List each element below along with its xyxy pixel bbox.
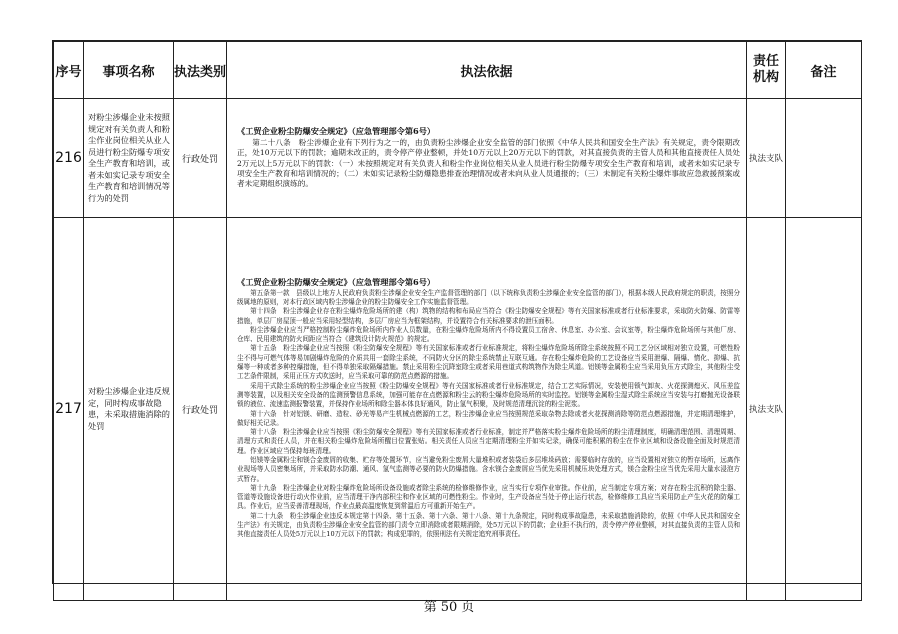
basis-paragraph: 第五条第一款 县级以上地方人民政府负责粉尘涉爆企业安全生产监督管理的部门（以下统称负责粉尘涉爆企业安全监管的部门），根据本级人民政府规定的职责，按照分级属地的原则，对本行政区域内粉尘涉爆企业的粉尘防爆安全工作实施监督管理。	[237, 288, 740, 306]
row-basis	[227, 99, 747, 218]
header-org-line2: 机构	[752, 70, 779, 85]
page-value: 50	[440, 600, 458, 615]
row-category: 行政处罚	[174, 218, 227, 601]
regulation-title: 《工贸企业粉尘防爆安全规定》（应急管理部令第6号）	[237, 126, 436, 137]
header-note: 备注	[786, 42, 862, 99]
row-basis	[227, 218, 747, 601]
table-header-row	[54, 42, 862, 99]
row-note	[786, 218, 862, 601]
header-category: 执法类别	[174, 42, 227, 99]
basis-paragraph: 第十六条 针对铝镁、研磨、造粒、砂光等易产生机械点燃源的工艺，粉尘涉爆企业应当按照规范采取杂物去除或者火花探测消除等防范点燃源措施，并定期清理维护，做好相关记录。	[237, 409, 740, 427]
header-org	[747, 42, 786, 99]
table-row	[54, 99, 862, 218]
basis-paragraph: 铝镁等金属粉尘和镁合金废屑的收集、贮存等处置环节，应当避免粉尘废屑大量堆积或者装袋后多层堆垛码放；需要临时存放的，应当设置相对独立的暂存场所，远离作业现场等人员密集场所，并采取防水防潮、通风、氢气监测等必要的防火防爆措施。含水镁合金废屑应当优先采用机械压块处理方式，镁合金粉尘应当优先采用大量水浸泡方式暂存。	[237, 455, 740, 483]
basis-paragraph: 第十五条 粉尘涉爆企业应当按照《粉尘防爆安全规程》等有关国家标准或者行业标准规定，将粉尘爆炸危险场所除尘系统按照不同工艺分区域相对独立设置，可燃性粉尘不得与可燃气体等易加剧爆炸危险的介质共用一套除尘系统，不同防火分区的除尘系统禁止互联互通。存在粉尘爆炸危险的工艺设备应当采用泄爆、隔爆、惰化、抑爆、抗爆等一种或者多种控爆措施，但不得单独采取隔爆措施。禁止采用粉尘沉降室除尘或者采用巷道式构筑物作为除尘风道。铝镁等金属粉尘应当采用负压方式除尘，其他粉尘受工艺条件限制，采用正压方式吹送时，应当采取可靠的防范点燃源的措施。	[237, 344, 740, 381]
row-org: 执法支队	[747, 218, 786, 601]
row-seq: 217	[54, 218, 84, 601]
header-org-line1: 责任	[752, 54, 779, 69]
row-org: 执法支队	[747, 99, 786, 218]
basis-paragraph: 粉尘涉爆企业应当严格控制粉尘爆炸危险场所内作业人员数量，在粉尘爆炸危险场所内不得设置员工宿舍、休息室、办公室、会议室等，粉尘爆炸危险场所与其他厂房、仓库、民用建筑的防火间距应当符合《建筑设计防火规范》的规定。	[237, 325, 740, 344]
regulation-title: 《工贸企业粉尘防爆安全规定》（应急管理部令第6号）	[237, 277, 436, 288]
page-suffix: 页	[461, 600, 475, 615]
header-basis: 执法依据	[227, 42, 747, 99]
header-seq: 序号	[54, 42, 84, 99]
row-item-name: 对粉尘涉爆企业违反规定，同时构成事故隐患，未采取措施消除的处罚	[84, 218, 174, 601]
basis-paragraph: 采用干式除尘系统的粉尘涉爆企业应当按照《粉尘防爆安全规程》等有关国家标准或者行业标准规定，结合工艺实际情况，安装使用锁气卸灰、火花探测熄灭、风压差监测等装置，以及相关安全设备的监测预警信息系统，加强可能存在点燃源和粉尘云的粉尘爆炸危险场所的实时监控。铝镁等金属粉尘湿式除尘系统应当安装与打磨抛光设备联锁的液位、流速监测报警装置，并保持作业场所和除尘器本体良好通风，防止氢气积聚，及时规范清理沉淀的粉尘泥浆。	[237, 381, 740, 409]
row-category: 行政处罚	[174, 99, 227, 218]
header-item-name: 事项名称	[84, 42, 174, 99]
basis-paragraph: 第二十八条 粉尘涉爆企业有下列行为之一的，由负责粉尘涉爆企业安全监管的部门依照《中华人民共和国安全生产法》有关规定，责令限期改正，处10万元以下的罚款；逾期未改正的，责令停产停业整顿，并处10万元以上20万元以下的罚款，对其直接负责的主管人员和其他直接责任人员处2万元以上5万元以下的罚款：（一）未按照规定对有关负责人和粉尘作业岗位相关从业人员进行粉尘防爆专项安全生产教育和培训，或者未如实记录专项安全生产教育和培训情况的；（二）未如实记录粉尘防爆隐患排查治理情况或者未向从业人员通报的；（三）未制定有关粉尘爆炸事故应急救援预案或者未定期组织演练的。	[237, 137, 740, 189]
enforcement-table	[53, 41, 862, 601]
basis-paragraph: 第十九条 粉尘涉爆企业对粉尘爆炸危险场所设备设施或者除尘系统的检修维修作业，应当实行专项作业审批。作业前，应当制定专项方案；对存在粉尘沉积的除尘器、管道等设施设备进行动火作业前，应当清理干净内部积尘和作业区域的可燃性粉尘。作业时，生产设备应当处于停止运行状态，检修维修工具应当采用防止产生火花的防爆工具。作业后，应当妥善清理现场，作业点最高温度恢复到常温后方可重新开始生产。	[237, 483, 740, 511]
basis-paragraph: 第十四条 粉尘涉爆企业存在粉尘爆炸危险场所的建（构）筑物的结构和布局应当符合《粉尘防爆安全规程》等有关国家标准或者行业标准要求，采取防火防爆、防雷等措施，单层厂房屋顶一般应当采用轻型结构，多层厂房应当为框架结构，并设置符合有关标准要求的泄压面积。	[237, 307, 740, 325]
page-number	[0, 596, 898, 615]
basis-paragraph: 第二十九条 粉尘涉爆企业违反本规定第十四条、第十五条、第十六条、第十八条、第十九条规定，同时构成事故隐患，未采取措施消除的，依照《中华人民共和国安全生产法》有关规定，由负责粉尘涉爆企业安全监管的部门责令立即消除或者限期消除，处5万元以下的罚款；企业拒不执行的，责令停产停业整顿，对其直接负责的主管人员和其他直接责任人员处5万元以上10万元以下的罚款；构成犯罪的，依照刑法有关规定追究刑事责任。	[237, 511, 740, 539]
row-note	[786, 99, 862, 218]
page-prefix: 第	[423, 600, 437, 615]
row-item-name: 对粉尘涉爆企业未按照规定对有关负责人和粉尘作业岗位相关从业人员进行粉尘防爆专项安全生产教育和培训，或者未如实记录专项安全生产教育和培训情况等行为的处罚	[84, 99, 174, 218]
row-seq: 216	[54, 99, 84, 218]
basis-paragraph: 第十八条 粉尘涉爆企业应当按照《粉尘防爆安全规程》等有关国家标准或者行业标准，制定并严格落实粉尘爆炸危险场所的粉尘清理制度，明确清理范围、清理周期、清理方式和责任人员，并在相关粉尘爆炸危险场所醒目位置张贴。相关责任人员应当定期清理粉尘并如实记录，确保可能积累的粉尘在作业区域和设备设施全面及时规范清理。作业区域应当保持每班清理。	[237, 428, 740, 455]
table-row	[54, 218, 862, 601]
regulation-table-sheet	[52, 40, 862, 584]
